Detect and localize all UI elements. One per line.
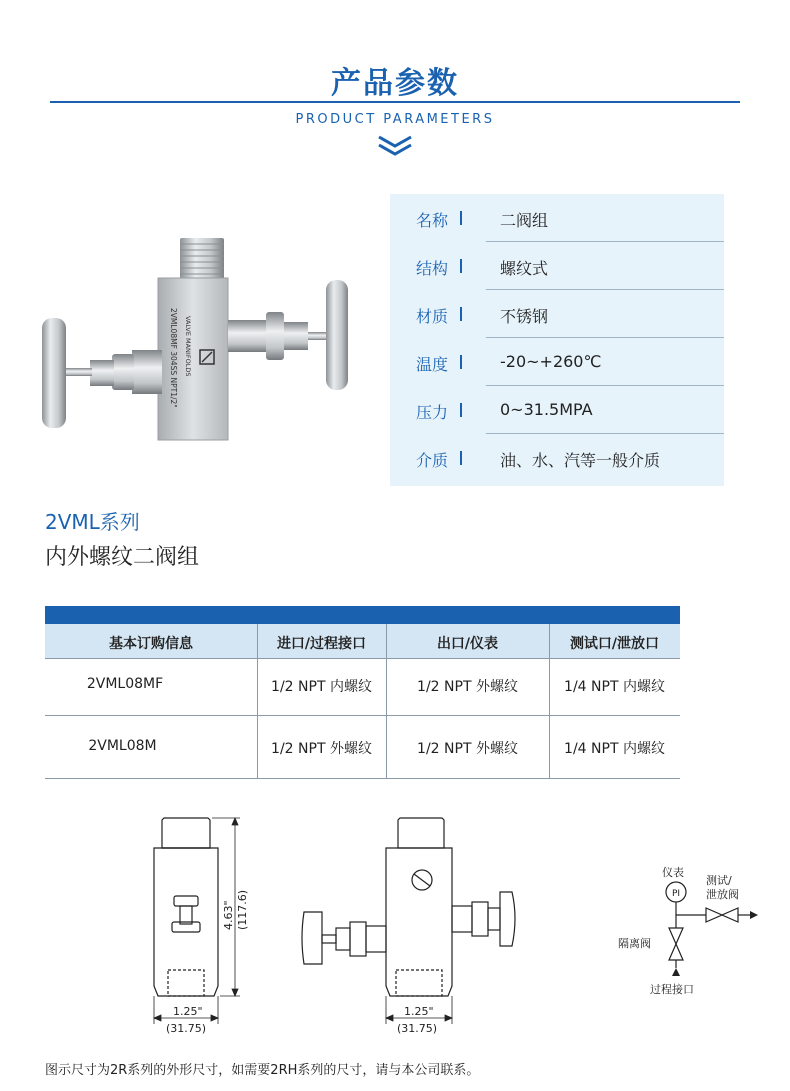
footnote: 图示尺寸为2R系列的外形尺寸，如需要2RH系列的尺寸，请与本公司联系。 [45,1063,480,1078]
isolation-valve-label: 隔离阀 [618,937,651,950]
test-vent-label-1: 测试/ [706,874,732,887]
spec-value: 油、水、汽等一般介质 [500,451,661,470]
table-header [45,624,680,658]
side-view-drawing [296,810,522,1042]
table-cell: 1/2 NPT 外螺纹 [271,741,372,757]
photo-body-text-1: VALVE MANIFOLDS [184,316,192,377]
table-rule [45,658,680,659]
table-header-cell: 出口/仪表 [436,636,499,652]
table-top-bar [45,606,680,624]
spec-value: 二阀组 [500,211,549,230]
spec-bar [460,451,462,465]
spec-label: 名称 [416,211,449,230]
table-cell: 1/2 NPT 内螺纹 [271,679,372,695]
spec-label: 材质 [416,307,449,326]
height-dim-mm: (117.6) [236,889,249,930]
spec-row [390,290,724,338]
table-cell: 2VML08MF [86,676,164,692]
valve-schematic [612,860,772,1000]
spec-row [390,194,724,242]
arrow-up-icon [672,968,680,976]
spec-bar [460,403,462,417]
spec-row [390,338,724,386]
table-header-cell: 进口/过程接口 [276,636,367,652]
spec-table [390,194,724,486]
instrument-label: 仪表 [662,866,684,879]
width2-dim-in: 1.25" [404,1005,434,1018]
width2-dim-mm: (31.75) [397,1022,438,1035]
double-chevron-down-icon [377,134,413,156]
spec-bar [460,355,462,369]
spec-bar [460,211,462,225]
spec-value: 不锈钢 [500,307,549,326]
table-header-cell: 测试口/泄放口 [569,636,660,652]
spec-label: 结构 [416,259,449,278]
table-rule [45,715,680,716]
table-rule [45,778,680,779]
height-dim-in: 4.63" [222,900,235,930]
table-cell: 1/4 NPT 内螺纹 [564,679,665,695]
spec-value: 0~31.5MPA [500,400,593,419]
title-divider [50,101,740,103]
arrow-right-icon [750,911,758,919]
width-dim-in: 1.25" [173,1005,203,1018]
table-cell: 1/2 NPT 外螺纹 [417,679,518,695]
front-view-drawing [140,810,260,1042]
table-header-cell: 基本订购信息 [109,636,193,652]
spec-label: 介质 [416,451,449,470]
photo-body-text-2: 2VML08MF 304SS NPT1/2" [169,308,178,408]
spec-label: 温度 [416,355,449,374]
spec-row [390,242,724,290]
spec-row [390,434,724,482]
product-photo [36,228,372,448]
series-name: 2VML系列 [45,510,140,534]
width-dim-mm: (31.75) [166,1022,207,1035]
spec-value: 螺纹式 [500,259,549,278]
instrument-symbol: PI [671,889,681,899]
series-description: 内外螺纹二阀组 [45,545,200,570]
page-subtitle: PRODUCT PARAMETERS [295,112,495,127]
spec-bar [460,259,462,273]
spec-bar [460,307,462,321]
table-cell: 1/4 NPT 内螺纹 [564,741,665,757]
table-cell: 1/2 NPT 外螺纹 [417,741,518,757]
test-vent-label-2: 泄放阀 [706,888,739,901]
process-connection-label: 过程接口 [650,983,694,996]
spec-value: -20~+260℃ [500,352,602,371]
page-title: 产品参数 [331,66,459,101]
spec-label: 压力 [416,403,449,422]
spec-row [390,386,724,434]
table-cell: 2VML08M [88,738,157,754]
